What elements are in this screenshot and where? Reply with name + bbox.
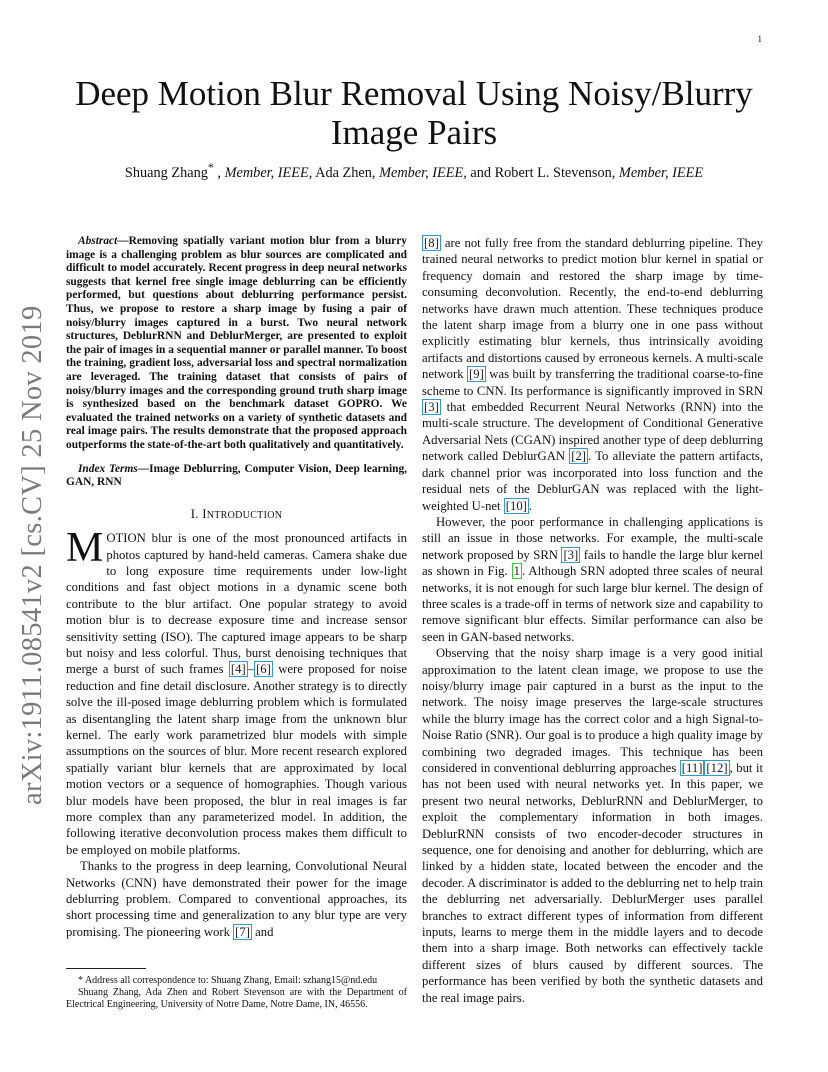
intro-p2-end: and [251, 924, 274, 939]
arxiv-stamp: arXiv:1911.08541v2 [cs.CV] 25 Nov 2019 [17, 305, 48, 805]
citation-link[interactable]: [3] [424, 400, 439, 415]
author-1-role: Member, IEEE, [224, 164, 313, 181]
citation-link[interactable]: [9] [469, 367, 484, 382]
author-3-role: Member, IEEE [618, 164, 704, 181]
footnote-line-1: * Address all correspondence to: Shuang Zhang, Email: szhang15@nd.edu [78, 975, 378, 986]
section-heading-introduction [66, 506, 407, 524]
right-p2-c: . Although SRN adopted three scales of neural networks, it is not enough for such large blur kernel. The design of three scales is a trade-off in terms of network size and capability to remove significant blur effects. Similar performance can also be seen in GAN-based networks. [422, 564, 763, 644]
abstract [66, 235, 407, 453]
author-and: and [470, 164, 492, 181]
citation-link[interactable]: [4] [230, 662, 246, 677]
author-1: Shuang Zhang [124, 164, 208, 181]
title-line-2: Image Pairs [330, 113, 498, 152]
citation-dash: – [247, 662, 255, 677]
right-paragraph-1 [422, 235, 763, 514]
right-p2-a: However, the poor performance in challenging applications is still an issue in those networks. For example, the multi-scale network proposed by SRN [422, 514, 763, 562]
abstract-text: —Removing spatially variant motion blur from a blurry image is a challenging problem as blur sources are complicated and difficult to model accurately. Recent progress in deep neural networks suggests that kernel free single image deblurring can be efficiently performed, but questions about deblurring performance persist. Thus, we propose to restore a sharp image by fusing a pair of noisy/blurry images captured in a burst. Two neural network structures, DeblurRNN and DeblurMerger, are presented to exploit the pair of images in a sequential manner or parallel manner. To boost the training, gradient loss, adversarial loss and spectral normalization are leveraged. The training dataset that consists of pairs of noisy/blurry images and the corresponding ground truth sharp image is synthesized based on the benchmark dataset GOPRO. We evaluated the trained networks on a variety of synthetic datasets and real image pairs. The results demonstrate that the proposed approach outperforms the state-of-the-art both qualitatively and quantitatively. [66, 235, 407, 451]
right-p3-b: , but it has not been used with neural networks yet. In this paper, we present two neural networks, DeblurRNN and DeblurMerger, to exploit the complementary information in both images. DeblurRNN consists of two encoder-decoder structures in sequence, one for denoising and another for deblurring, which are linked by a hidden state, located between the encoder and the decoder. A discriminator is added to the deblurring net to help train the deblurring net adversarially. DeblurMerger uses parallel branches to extract different types of information from different inputs, learns to merge them in the middle layers and to decode them into a sharp image. Both networks can effectively tackle different sizes of blurs caused by different sources. The performance has been verified by both the synthetic datasets and the real image pairs. [422, 761, 763, 1005]
citation-link[interactable]: [6] [256, 662, 271, 677]
author-3: Robert L. Stevenson, [494, 164, 616, 181]
author-list: Shuang Zhang* , Member, IEEE, Ada Zhen, Member, IEEE, and Robert L. Stevenson, Member, IEEE [124, 160, 704, 181]
right-p3-a: Observing that the noisy sharp image is a very good initial approximation to the latent clean image, we propose to use the noisy/blurry image pair captured in a burst as the input to the network. The noisy image preserves the large-scale structures while the blurry image has the correct color and a high Signal-to-Noise Ratio (SNR). Our goal is to produce a high quality image by combining two degraded images. This technique has been considered in conventional deblurring approaches [422, 646, 763, 775]
author-2: Ada Zhen, [315, 164, 376, 181]
citation-link[interactable]: [3] [563, 547, 579, 562]
citation-link[interactable]: [12] [706, 761, 728, 775]
intro-paragraph-2 [66, 858, 407, 940]
citation-link[interactable]: [2] [571, 449, 587, 464]
author-1-mark: * [207, 160, 214, 174]
index-terms-lead: Index Terms [78, 462, 138, 475]
footnote-rule [66, 968, 146, 969]
citation-link[interactable]: [7] [235, 924, 250, 939]
section-number: I. I [190, 506, 207, 521]
page-number: 1 [757, 34, 762, 44]
right-column [422, 235, 763, 1006]
right-p2-b: fails to handle the large blur kernel as shown in Fig. [422, 547, 763, 579]
footnote [66, 975, 407, 1012]
intro-p1-end: were proposed for noise reduction and fine detail disclosure. Another strategy is to directly solve the ill-posed image deblurring problem which is formulated as disentangling the latent sharp image from the unknown blur kernel. The early work parametrized blur models with simple assumptions on the sources of blur. More recent research explored spatially variant blur kernels that are approximated by local motion vectors or a sequence of homographies. Though various blur models have been proposed, the blur in real images is far more complex than any parameterized model. In addition, the following iterative deconvolution process makes them difficult to be employed on mobile platforms. [66, 662, 407, 857]
right-p1-b: was built by transferring the traditional coarse-to-fine scheme to CNN. Its performance is significantly improved in SRN [422, 367, 764, 398]
right-p1-c: that embedded Recurrent Neural Networks (RNN) into the multi-scale structure. The development of Conditional Generative Adversarial Nets (CGAN) inspired another type of deep deblurring network called DeblurGAN [422, 400, 763, 464]
title-line-1: Deep Motion Blur Removal Using Noisy/Blurry [75, 74, 753, 113]
left-column [66, 235, 407, 940]
citation-link[interactable]: [10] [505, 498, 527, 513]
author-2-role: Member, IEEE, [379, 164, 467, 181]
section-title: NTRODUCTION [206, 509, 283, 521]
intro-p1-start: OTION blur is one of the most pronounced artifacts in photos captured by hand-held cameras. Camera shake due to long exposure time requirements under low-light conditions and fast object motions in a dynamic scene both contribute to the blur artifact. One popular strategy to avoid motion blur is to decrease exposure time and increase sensor sensitivity setting (ISO). The captured image appears to be sharp but noisy and less colorful. Thus, burst denoising techniques that merge a burst of such frames [66, 531, 407, 677]
intro-paragraph-1 [66, 525, 407, 858]
right-p1-a: are not fully free from the standard deblurring pipeline. They trained neural networks to predict motion blur kernel in spatial or frequency domain and restored the sharp image by time-consuming deconvolution. Recently, the end-to-end deblurring networks have drawn much attention. These techniques produce the latent sharp image from a blurry one in one pass without explicitly estimating blur kernels, thus intrinsically avoiding artifacts and distortions caused by erroneous kernels. A multi-scale network [422, 236, 763, 382]
index-terms [66, 463, 407, 490]
drop-cap: M [66, 525, 104, 572]
paper-title [0, 74, 828, 152]
index-terms-text: —Image Deblurring, Computer Vision, Deep learning, GAN, RNN [66, 462, 407, 489]
citation-link[interactable]: [8] [424, 236, 439, 250]
footnote-line-2: Shuang Zhang, Ada Zhen and Robert Stevenson are with the Department of Electrical Engineering, University of Notre Dame, Notre Dame, IN, 46556. [66, 987, 407, 1011]
figure-link[interactable]: 1 [513, 564, 520, 579]
right-paragraph-2 [422, 514, 763, 645]
right-p1-e: . [528, 498, 533, 513]
citation-link[interactable]: [11] [681, 761, 703, 775]
right-paragraph-3 [422, 645, 763, 1006]
right-p1-d: . To alleviate the pattern artifacts, dark channel prior was incorporated into loss function and the residual nets of the DeblurGAN was replaced with the light-weighted U-net [422, 449, 763, 513]
intro-p2-start: Thanks to the progress in deep learning, Convolutional Neural Networks (CNN) have demonstrated their power for the image deblurring problem. Compared to conventional approaches, its short processing time and generalization to any blur type are very promising. The pioneering work [66, 859, 407, 939]
abstract-lead: Abstract [78, 235, 118, 247]
